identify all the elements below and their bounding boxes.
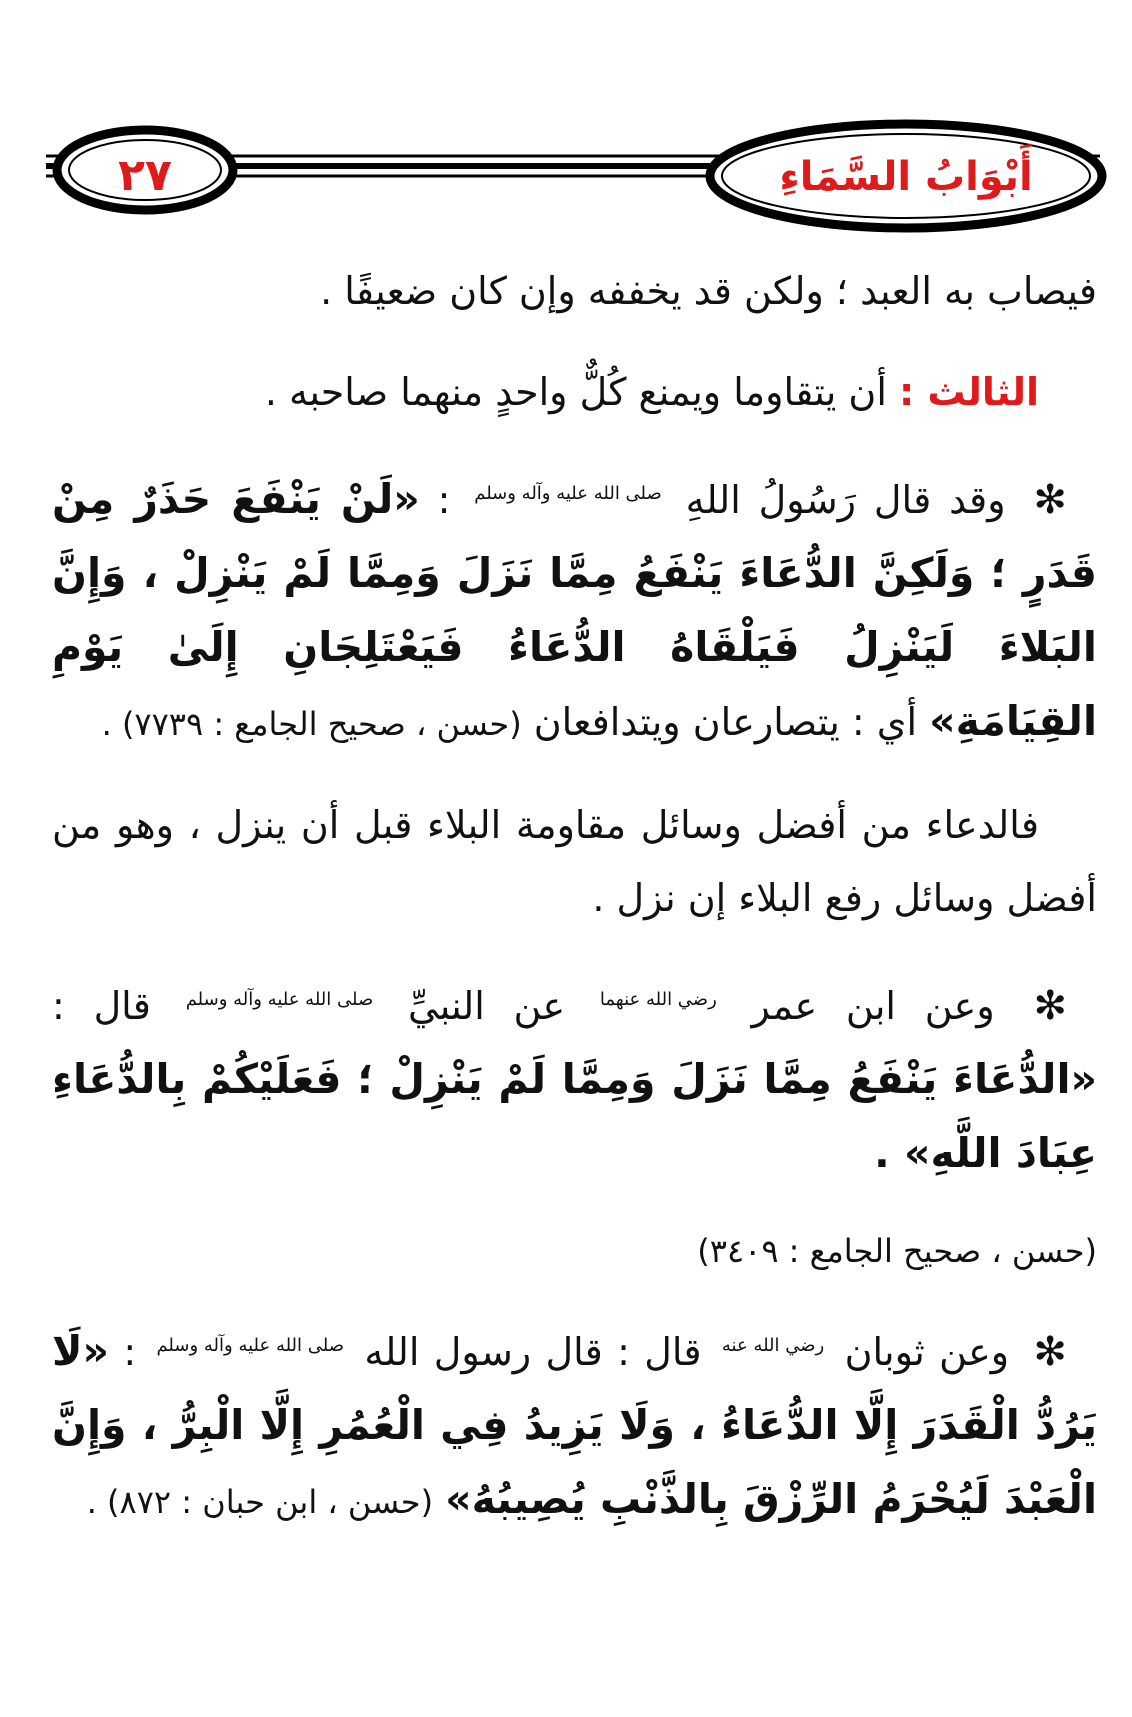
hadith-intro-continued: قال : قال رسول الله [364, 1330, 702, 1374]
page-header [0, 0, 1132, 240]
explanation-text: أي : يتصارعان ويتدافعان [533, 700, 918, 744]
honorific-glyph: رضي الله عنهما [599, 989, 717, 1010]
asterisk-ornament-icon: ✻ [1033, 477, 1067, 523]
hadith-text: «الدُّعَاءَ يَنْفَعُ مِمَّا نَزَلَ وَمِمَّا لَمْ يَنْزِلْ ؛ فَعَلَيْكُمْ بِالدُّعَاءِ عِبَادَ اللَّهِ» . [52, 1055, 1097, 1177]
reference-line [52, 1219, 1097, 1281]
said-text: قال : [52, 984, 151, 1028]
colon: : [437, 478, 451, 522]
hadith-paragraph-2 [52, 963, 1097, 1191]
paragraph-text: أن يتقاوما ويمنع كُلٌّ واحدٍ منهما صاحبه . [264, 370, 887, 414]
hadith-text: «لَا يَرُدُّ الْقَدَرَ إِلَّا الدُّعَاءُ ، وَلَا يَزِيدُ فِي الْعُمُرِ إِلَّا الْبِرُّ ، وَإِنَّ الْعَبْدَ لَيُحْرَمُ الرِّزْقَ بِالذَّنْبِ يُصِيبُهُ» [52, 1327, 1097, 1523]
asterisk-ornament-icon: ✻ [1033, 1329, 1067, 1375]
section-label: الثالث : [899, 370, 1039, 414]
hadith-paragraph-1 [52, 457, 1097, 761]
honorific-glyph: صلى الله عليه وآله وسلم [156, 1335, 345, 1356]
paragraph-text: فيصاب به العبد ؛ ولكن قد يخففه وإن كان ضعيفًا . [320, 269, 1097, 313]
hadith-intro-continued: عن النبيِّ [408, 984, 566, 1028]
page-number: ٢٧ [118, 149, 172, 201]
page-title: أَبْوَابُ السَّمَاءِ [779, 154, 1033, 200]
honorific-glyph: رضي الله عنه [721, 1335, 825, 1356]
paragraph-third-point [52, 356, 1097, 429]
hadith-intro: وعن ثوبان [844, 1330, 1010, 1374]
hadith-text: «لَنْ يَنْفَعَ حَذَرٌ مِنْ قَدَرٍ ؛ وَلَكِنَّ الدُّعَاءَ يَنْفَعُ مِمَّا نَزَلَ وَمِمَّا لَمْ يَنْزِلْ ، وَإِنَّ البَلاءَ لَيَنْزِلُ فَيَلْقَاهُ الدُّعَاءُ فَيَعْتَلِجَانِ إِلَىٰ يَوْمِ القِيَامَةِ» [52, 475, 1097, 745]
asterisk-ornament-icon: ✻ [1033, 983, 1067, 1029]
hadith-reference: (حسن ، صحيح الجامع : ٣٤٠٩) [697, 1232, 1097, 1270]
honorific-glyph: صلى الله عليه وآله وسلم [185, 989, 374, 1010]
page-body [52, 255, 1097, 1539]
hadith-paragraph-3 [52, 1309, 1097, 1539]
hadith-intro: وقد قال رَسُولُ اللهِ [685, 478, 1006, 522]
colon: : [123, 1330, 137, 1374]
hadith-reference: (حسن ، ابن حبان : ٨٧٢) . [86, 1483, 434, 1521]
commentary-paragraph [52, 789, 1097, 935]
honorific-glyph: صلى الله عليه وآله وسلم [474, 483, 662, 504]
paragraph-text: فالدعاء من أفضل وسائل مقاومة البلاء قبل أن ينزل ، وهو من أفضل وسائل رفع البلاء إن نزل . [52, 803, 1097, 920]
hadith-reference: (حسن ، صحيح الجامع : ٧٧٣٩) . [101, 705, 522, 743]
hadith-intro: وعن ابن عمر [751, 984, 995, 1028]
paragraph-continuation [52, 255, 1097, 328]
